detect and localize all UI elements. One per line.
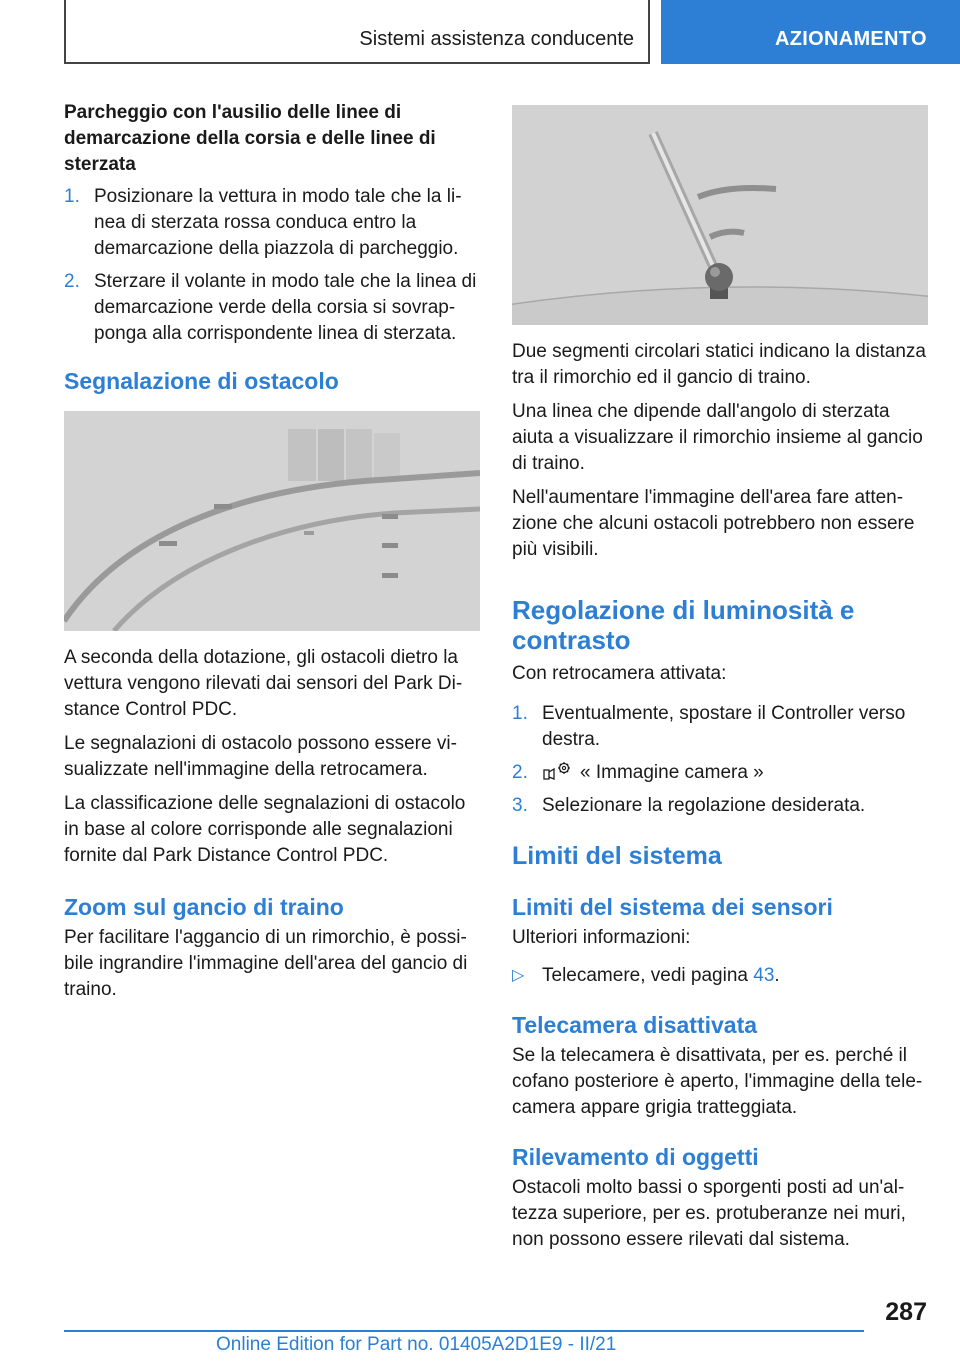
list-item (512, 793, 928, 819)
brightness-steps-list (512, 701, 928, 819)
list-item (64, 269, 480, 347)
obstacle-paragraph-3: La classificazione delle segnalazioni di ostacolo in base al colore corrisponde alle segnalazioni fornite dal Park Distance Control PDC. (64, 793, 466, 866)
step-text: Sterzare il volante in modo tale che la linea di demarcazione verde della corsia si sovrapponga alla corrispondente linea di sterzata. (94, 271, 477, 344)
lane-line-left (64, 473, 480, 621)
camera-off-heading: Telecamera disattivata (512, 1012, 758, 1038)
bullet-marker: ▷ (512, 967, 525, 984)
list-item (512, 760, 928, 786)
step-number: 3. (512, 795, 528, 816)
page-link[interactable]: 43 (753, 965, 775, 986)
camera-off-paragraph: Se la telecamera è disattivata, per es. perché il cofano posteriore è aperto, l'immagine della telecamera appare grigia tratteggiata. (512, 1045, 923, 1118)
obstacle-figure (64, 411, 480, 631)
footer-edition: Online Edition for Part no. 01405A2D1E9 - II/21 (216, 1334, 617, 1355)
detection-heading: Rilevamento di oggetti (512, 1144, 759, 1170)
dash-mark (382, 543, 398, 548)
zoom-paragraph: Per facilitare l'aggancio di un rimorchio, è possibile ingrandire l'immagine dell'area del gancio di traino. (64, 927, 468, 1000)
header-chapter-title: AZIONAMENTO (775, 28, 927, 50)
hitch-illustration (512, 105, 928, 325)
obstacle-block (318, 429, 344, 481)
bullet-list (512, 963, 928, 989)
obstacle-block (374, 433, 400, 481)
camera-settings-icon (542, 761, 572, 781)
step-number: 1. (64, 186, 80, 207)
more-info-text: Ulteriori informazioni: (512, 927, 691, 948)
dash-mark (382, 514, 398, 519)
obstacle-illustration (64, 411, 480, 631)
step-number: 2. (512, 762, 528, 783)
obstacle-block (346, 429, 372, 481)
obstacle-paragraph-1: A seconda della dotazione, gli ostacoli dietro la vettura vengono rilevati dai sensori del Park Distance Control PDC. (64, 647, 463, 720)
left-column (64, 100, 480, 1003)
brightness-heading: Regolazione di luminosità e contrasto (512, 595, 855, 655)
step-text: Posizionare la vettura in modo tale che la linea di sterzata rossa conduca entro la demarcazione della piazzola di parcheggio. (94, 186, 462, 259)
hitch-paragraph-2: Una linea che dipende dall'angolo di sterzata aiuta a visualizzare il rimorchio insieme al gancio di traino. (512, 401, 923, 474)
lane-line-right (114, 509, 480, 631)
brightness-intro: Con retrocamera attivata: (512, 663, 727, 684)
limits-heading: Limiti del sistema (512, 842, 722, 870)
bullet-text: Telecamere, vedi pagina (542, 965, 748, 986)
dash-mark (382, 573, 398, 578)
parking-steps-list (64, 184, 480, 347)
page-number: 287 (885, 1298, 927, 1326)
list-item (64, 184, 480, 262)
parking-heading: Parcheggio con l'ausilio delle linee di demarcazione della corsia e delle linee di sterzata (64, 102, 436, 175)
obstacle-heading: Segnalazione di ostacolo (64, 368, 339, 394)
list-item (512, 963, 928, 989)
dash-mark (159, 541, 177, 546)
header-chapter-tab (661, 0, 960, 64)
obstacle-paragraph-2: Le segnalazioni di ostacolo possono essere visualizzate nell'immagine della retrocamera. (64, 733, 457, 780)
hitch-figure (512, 105, 928, 325)
dash-mark (304, 531, 314, 535)
dash-mark (214, 504, 232, 509)
hitch-paragraph-3: Nell'aumentare l'immagine dell'area fare attenzione che alcuni ostacoli potrebbero non essere più visibili. (512, 487, 915, 560)
sensor-limits-heading: Limiti del sistema dei sensori (512, 894, 833, 920)
zoom-heading: Zoom sul gancio di traino (64, 894, 344, 920)
footer-divider (64, 1330, 864, 1332)
header-section-title: Sistemi assistenza conducente (359, 28, 634, 50)
header-section-box (64, 0, 650, 64)
right-column (512, 105, 928, 1253)
hitch-ball (705, 263, 733, 291)
list-item (512, 701, 928, 753)
bullet-end: . (774, 965, 780, 986)
step-number: 1. (512, 703, 528, 724)
step-text: « Immagine camera » (580, 762, 764, 783)
step-text: Selezionare la regolazione desiderata. (542, 795, 866, 816)
hitch-paragraph-1: Due segmenti circolari statici indicano la distanza tra il rimorchio ed il gancio di traino. (512, 341, 926, 388)
obstacle-block (288, 429, 316, 481)
step-number: 2. (64, 271, 80, 292)
detection-paragraph: Ostacoli molto bassi o sporgenti posti ad un'altezza superiore, per es. protuberanze nei muri, non possono essere rilevati dal sistema. (512, 1177, 906, 1250)
step-text: Eventualmente, spostare il Controller verso destra. (542, 703, 906, 750)
